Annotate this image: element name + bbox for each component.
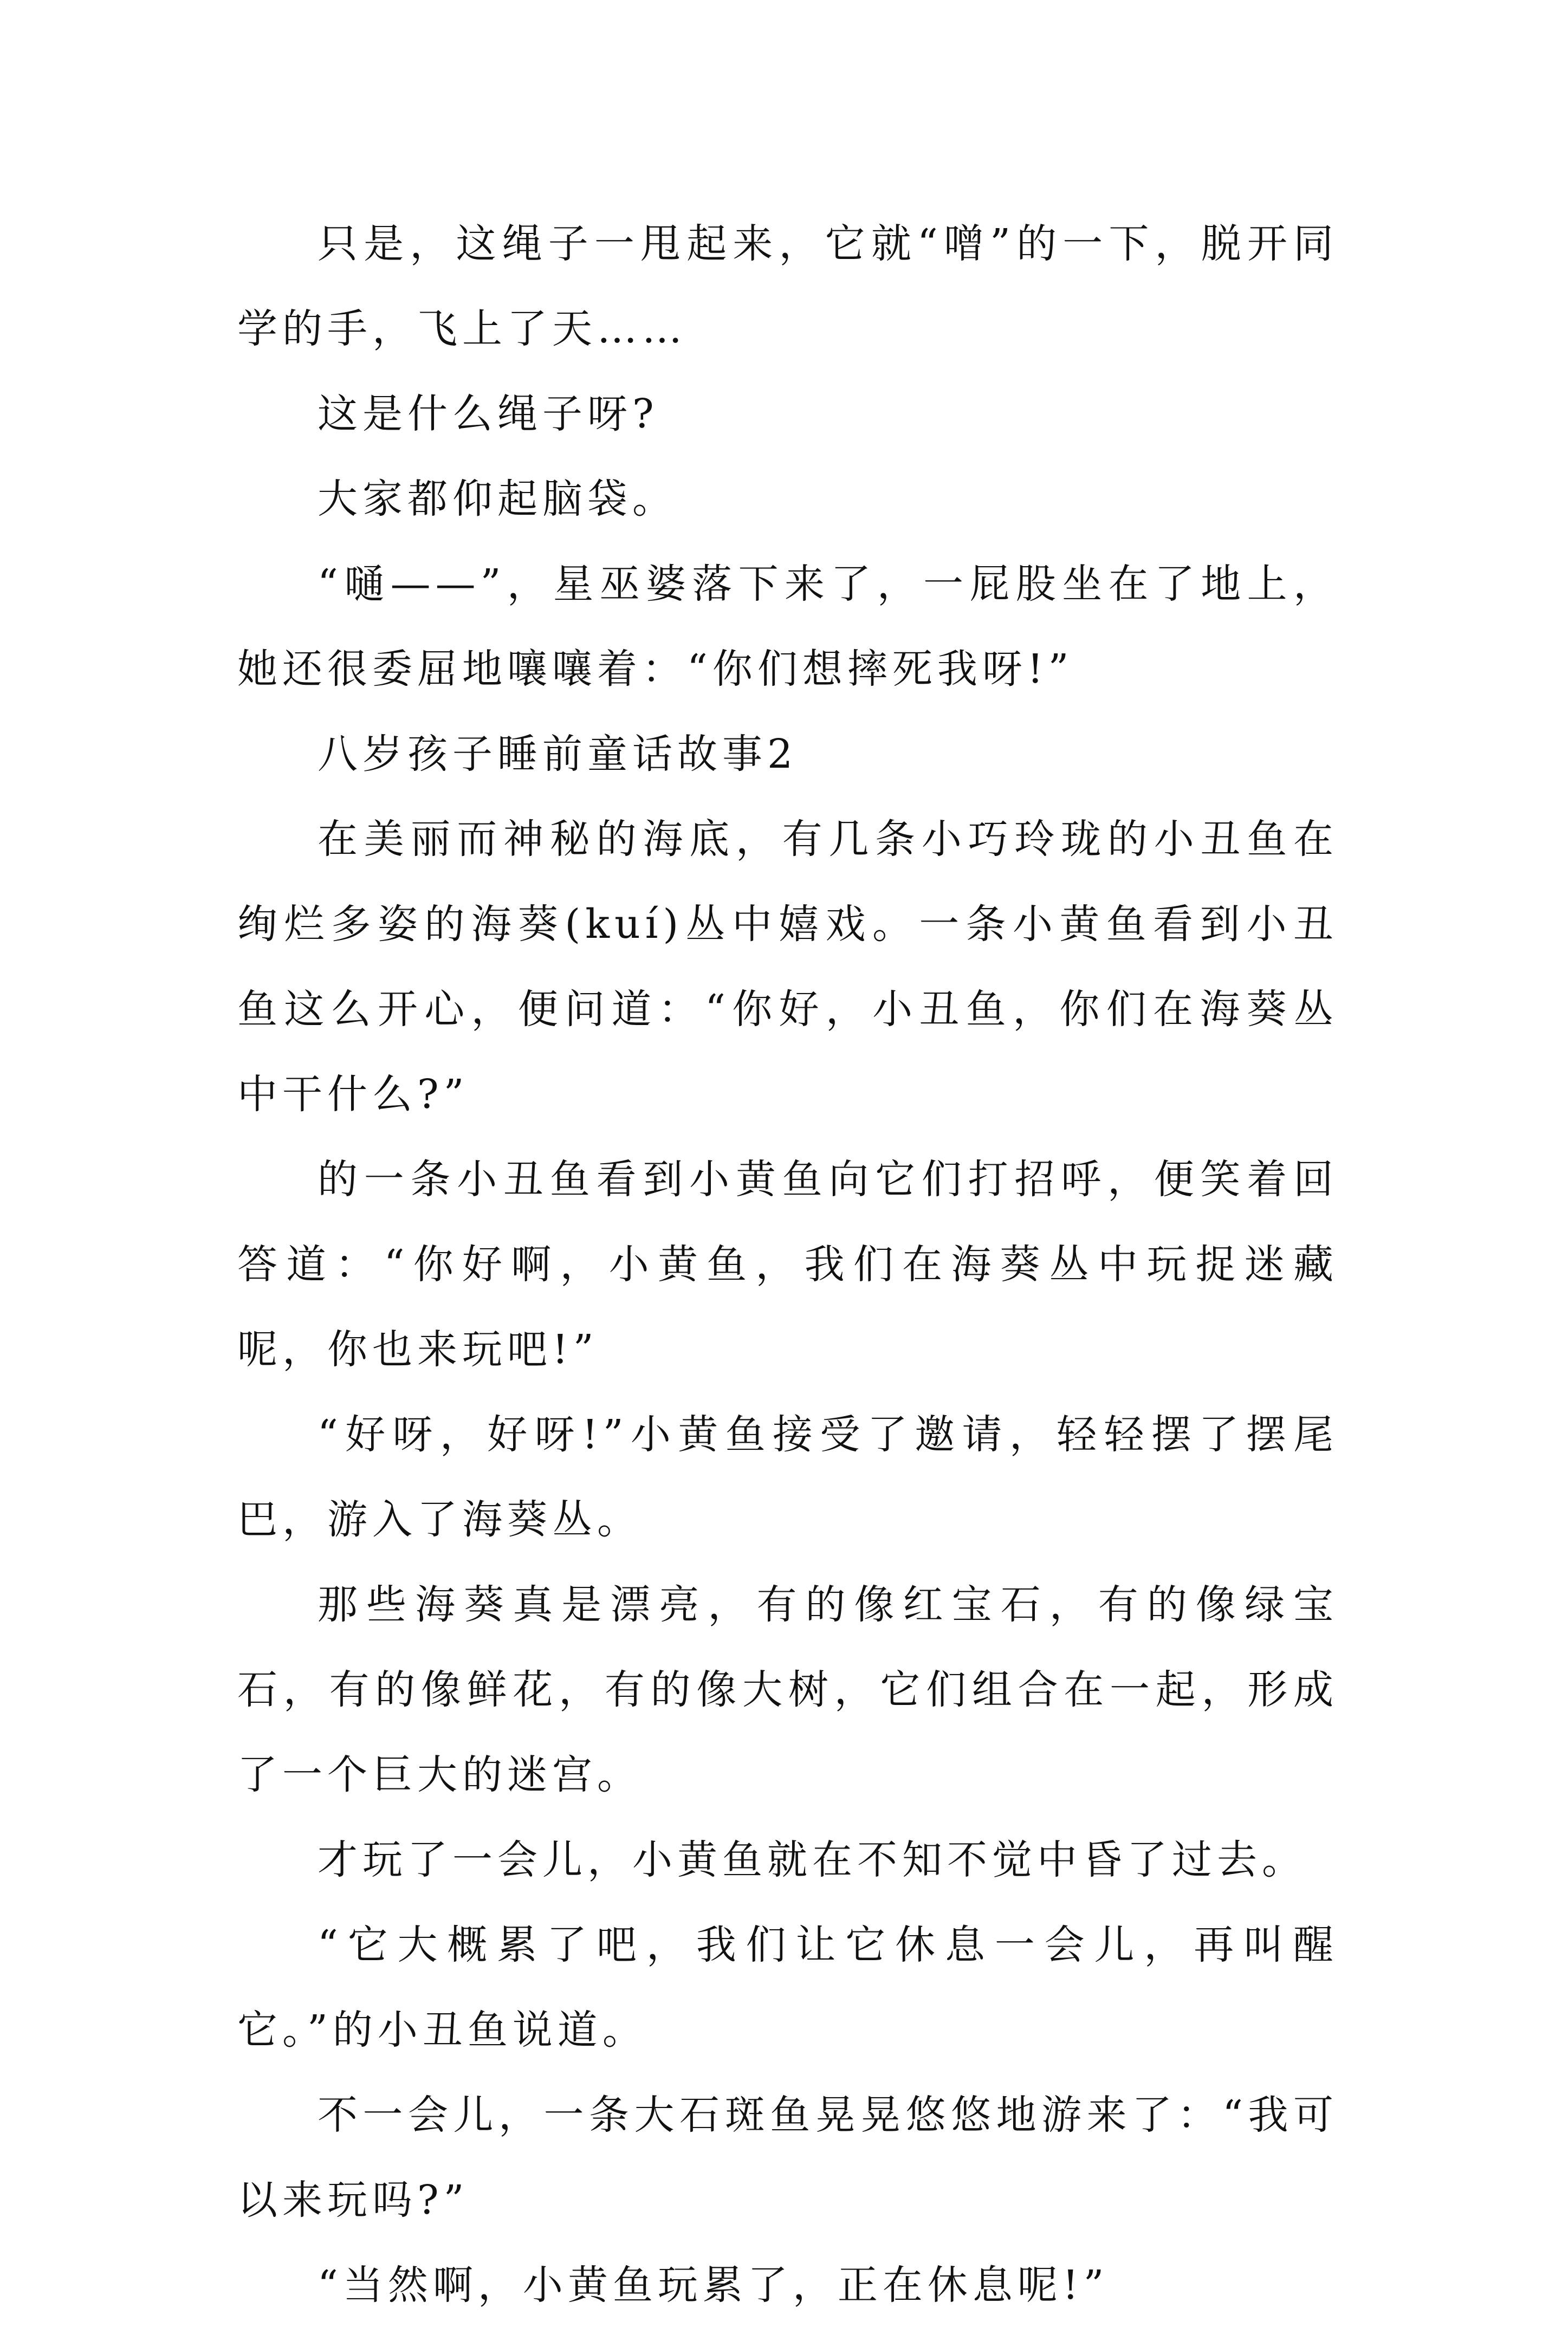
paragraph: 那些海葵真是漂亮，有的像红宝石，有的像绿宝石，有的像鲜花，有的像大树，它们组合在一起，形成了一个巨大的迷宫。	[237, 1581, 1338, 1798]
paragraph: 这是什么绳子呀?	[318, 391, 659, 437]
paragraph: 大家都仰起脑袋。	[318, 476, 677, 522]
paragraph: “好呀，好呀!”小黄鱼接受了邀请，轻轻摆了摆尾巴，游入了海葵丛。	[237, 1411, 1338, 1543]
paragraph: “嗵——”，星巫婆落下来了，一屁股坐在了地上，她还很委屈地嚷嚷着：“你们想摔死我呀!”	[237, 561, 1338, 692]
paragraph: 不一会儿，一条大石斑鱼晃晃悠悠地游来了：“我可以来玩吗?”	[237, 2092, 1338, 2223]
paragraph: 的一条小丑鱼看到小黄鱼向它们打招呼，便笑着回答道：“你好啊，小黄鱼，我们在海葵丛中玩捉迷藏呢，你也来玩吧!”	[237, 1156, 1338, 1373]
section-heading: 八岁孩子睡前童话故事2	[318, 731, 798, 777]
paragraph: “它大概累了吧，我们让它休息一会儿，再叫醒它。”的小丑鱼说道。	[237, 1922, 1338, 2053]
paragraph: 才玩了一会儿，小黄鱼就在不知不觉中昏了过去。	[318, 1837, 1307, 1883]
paragraph: 在美丽而神秘的海底，有几条小巧玲珑的小丑鱼在绚烂多姿的海葵(kuí)丛中嬉戏。一条小黄鱼看到小丑鱼这么开心，便问道：“你好，小丑鱼，你们在海葵丛中干什么?”	[237, 816, 1338, 1118]
document-body	[237, 202, 1338, 2328]
paragraph: “当然啊，小黄鱼玩累了，正在休息呢!”	[318, 2262, 1109, 2308]
paragraph: 只是，这绳子一甩起来，它就“噌”的一下，脱开同学的手，飞上了天……	[237, 221, 1338, 352]
